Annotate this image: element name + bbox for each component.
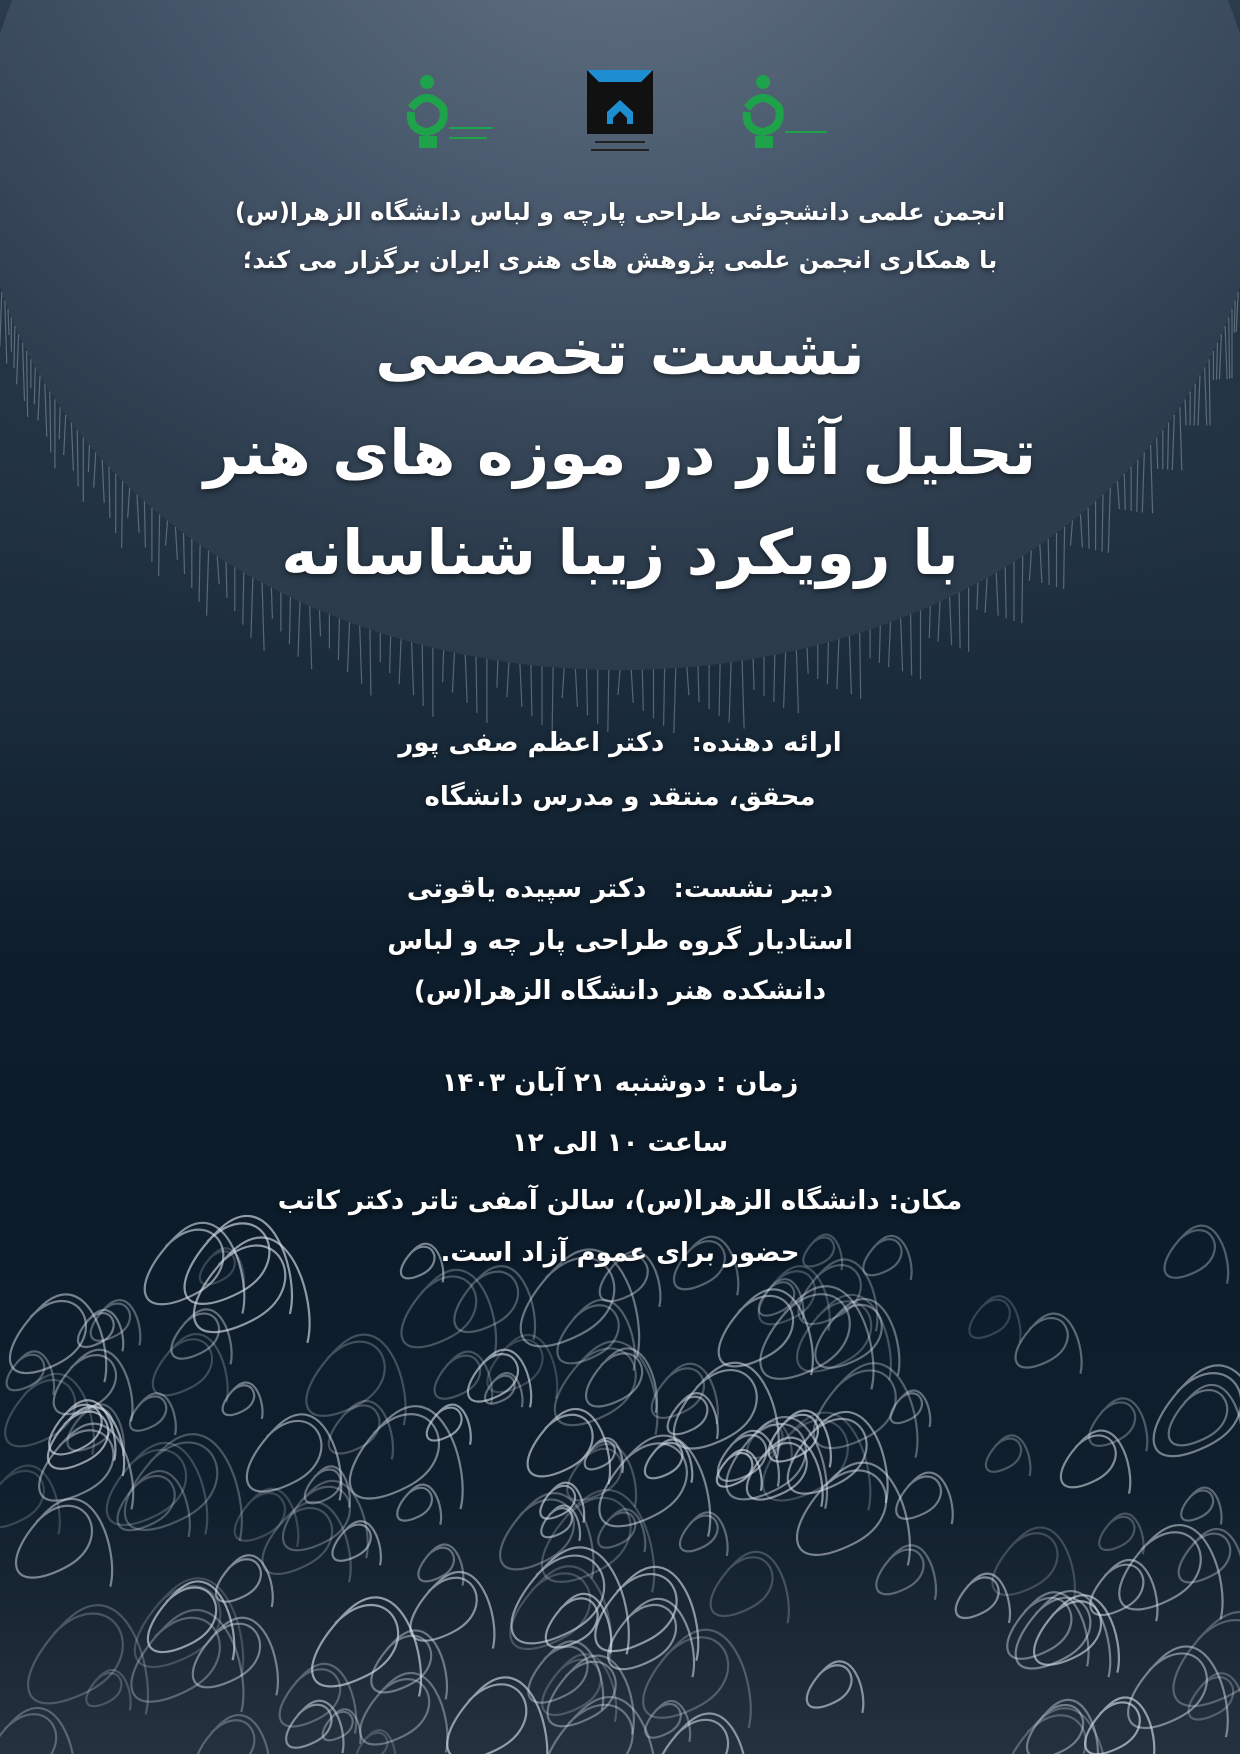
swirl-stroke [896, 1473, 953, 1525]
secretary-role-1: استادیار گروه طراحی پار چه و لباس [387, 926, 853, 956]
swirl-stroke [657, 1714, 747, 1754]
swirl-stroke [680, 1512, 728, 1555]
secretary-name: دکتر سپیده یاقوتی [406, 874, 647, 904]
event-time: زمان : دوشنبه ۲۱ آبان ۱۴۰۳ [441, 1068, 799, 1098]
fringe-hair [729, 662, 731, 722]
swirl-stroke [1099, 1514, 1143, 1555]
fringe-hair [977, 583, 978, 610]
swirl-stroke [1085, 1697, 1154, 1754]
title-line-1: نشست تخصصی [375, 316, 865, 389]
swirl-stroke [196, 1715, 271, 1754]
fringe-hair [911, 614, 912, 675]
fringe-hair [929, 606, 930, 638]
fringe-hair [465, 655, 467, 703]
swirl-stroke [312, 1597, 421, 1696]
fringe-hair [298, 602, 300, 657]
swirl-stroke [1128, 1646, 1228, 1737]
swirl-stroke [332, 1521, 380, 1565]
calligraphy-swirls [0, 1216, 1240, 1754]
swirl-stroke [397, 1485, 441, 1525]
event-place: مکان: دانشگاه الزهرا(س)، سالن آمفی تاتر دکتر کاتب [277, 1186, 963, 1216]
center-logo [565, 68, 675, 164]
swirl-stroke [652, 1364, 718, 1424]
fringe-hair [575, 669, 577, 707]
fringe-hair [719, 664, 720, 716]
fringe-hair [938, 602, 940, 642]
organizer-line-2: با همکاری انجمن علمی پژوهش های هنری ایران برگزار می کند؛ [242, 246, 998, 274]
fringe-hair [901, 618, 903, 671]
fringe-hair [837, 639, 839, 689]
fringe-hair [784, 653, 786, 708]
fringe-hair [698, 666, 699, 702]
fringe-hair [1117, 481, 1119, 509]
fringe-hair [1194, 384, 1195, 426]
secretary-label: دبیر نشست: [673, 874, 834, 904]
presenter-name: دکتر اعظم صفی پور [398, 728, 665, 758]
secretary-line [0, 874, 1240, 904]
fringe-hair [338, 618, 339, 660]
fringe-hair [443, 650, 444, 682]
fringe-hair [879, 626, 880, 663]
left-logo [397, 68, 507, 164]
fringe-hair [497, 661, 498, 688]
swirl-stroke [360, 1673, 447, 1752]
fringe-hair [642, 670, 643, 711]
fringe-hair [674, 668, 676, 733]
fringe-hair [390, 636, 391, 673]
blue-square-association-logo-icon [565, 68, 675, 164]
fringe-hair [608, 670, 609, 732]
swirl-stroke [1090, 1560, 1157, 1621]
fringe-hair [251, 578, 253, 638]
swirl-stroke [1006, 1708, 1107, 1754]
fringe-hair [860, 633, 861, 699]
swirl-stroke [674, 1363, 779, 1458]
green-calligraphy-logo-icon [733, 68, 843, 164]
swirl-stroke [1189, 1673, 1240, 1725]
presenter-role: محقق، منتقد و مدرس دانشگاه [424, 782, 816, 812]
swirl-stroke [797, 1463, 910, 1566]
swirl-stroke [1181, 1488, 1221, 1525]
fringe-hair [507, 662, 509, 697]
right-logo [733, 68, 843, 164]
fringe-hair [959, 593, 960, 649]
fringe-hair [370, 630, 371, 696]
presenter-line [0, 728, 1240, 758]
swirl-stroke [16, 1499, 112, 1587]
swirl-stroke [643, 1630, 751, 1728]
swirl-stroke [435, 1352, 493, 1404]
fringe-hair [849, 636, 851, 694]
swirl-stroke [118, 1471, 190, 1537]
swirl-stroke [1089, 1398, 1147, 1451]
fringe-hair [618, 670, 620, 695]
swirl-stroke [216, 1555, 273, 1607]
organizer-line-1: انجمن علمی دانشجوئی طراحی پارچه و لباس دانشگاه الزهرا(س) [234, 198, 1006, 226]
fringe-hair [262, 583, 264, 651]
event-hours: ساعت ۱۰ الی ۱۲ [511, 1128, 729, 1158]
swirl-stroke [193, 1618, 278, 1696]
fringe-hair [320, 610, 321, 636]
public-admission: حضور برای عموم آزاد است. [440, 1238, 800, 1268]
swirl-stroke [306, 1335, 405, 1425]
fringe-hair [348, 622, 350, 672]
logo-row [0, 68, 1240, 164]
swirl-stroke [986, 1435, 1031, 1476]
secretary-role-2: دانشکده هنر دانشگاه الزهرا(س) [413, 976, 827, 1006]
swirl-stroke [1169, 1385, 1240, 1452]
fringe-hair [753, 659, 754, 690]
swirl-stroke [645, 1701, 690, 1742]
fringe-hair [687, 667, 689, 695]
fringe-hair [827, 642, 828, 684]
title-line-3: با رویکرد زیبا شناسانه [281, 516, 959, 589]
swirl-stroke [969, 1296, 1020, 1343]
fringe-hair [587, 669, 588, 715]
fringe-hair [520, 664, 522, 707]
fringe-hair [360, 626, 362, 684]
swirl-stroke [711, 1552, 789, 1623]
fringe-hair [664, 669, 665, 726]
swirl-stroke [0, 1708, 75, 1754]
swirl-stroke [548, 1656, 634, 1735]
swirl-stroke [410, 1572, 494, 1648]
fringe-hair [128, 488, 130, 518]
fringe-hair [796, 650, 798, 713]
fringe-hair [271, 588, 272, 619]
fringe-hair [310, 606, 312, 669]
green-calligraphy-logo-icon [397, 68, 507, 164]
swirl-stroke [171, 1309, 231, 1364]
swirl-stroke [153, 1334, 228, 1402]
swirl-stroke [807, 1661, 864, 1713]
fringe-hair [452, 653, 454, 693]
presenter-label: ارائه دهنده: [691, 728, 842, 758]
fringe-hair [476, 657, 477, 713]
swirl-stroke [598, 1509, 645, 1552]
fringe-hair [774, 655, 775, 702]
title-line-2: تحلیل آثار در موزه های هنر [203, 416, 1037, 489]
fringe-hair [950, 597, 952, 645]
swirl-stroke [145, 1223, 245, 1314]
swirl-stroke [1179, 1529, 1240, 1588]
fringe-hair [412, 642, 414, 695]
swirl-stroke [956, 1574, 1010, 1623]
swirl-stroke [401, 1270, 496, 1356]
fringe-hair [399, 639, 401, 684]
swirl-stroke [148, 1581, 234, 1660]
swirl-stroke [1119, 1525, 1222, 1619]
swirl-stroke [876, 1545, 936, 1599]
fringe-hair [631, 670, 633, 703]
swirl-stroke [487, 1335, 557, 1399]
swirl-stroke [447, 1677, 547, 1754]
swirl-stroke [350, 1406, 463, 1509]
fringe-hair [552, 667, 553, 734]
swirl-stroke [1016, 1314, 1082, 1374]
swirl-stroke [130, 1393, 176, 1435]
fringe-hair [889, 622, 891, 667]
fringe-hair [422, 645, 423, 706]
fringe-hair [562, 668, 564, 698]
swirl-stroke [557, 1300, 635, 1371]
fringe-hair [807, 648, 808, 674]
fringe-hair [742, 661, 744, 729]
fringe-hair [289, 597, 290, 644]
fringe-hair [531, 665, 532, 716]
